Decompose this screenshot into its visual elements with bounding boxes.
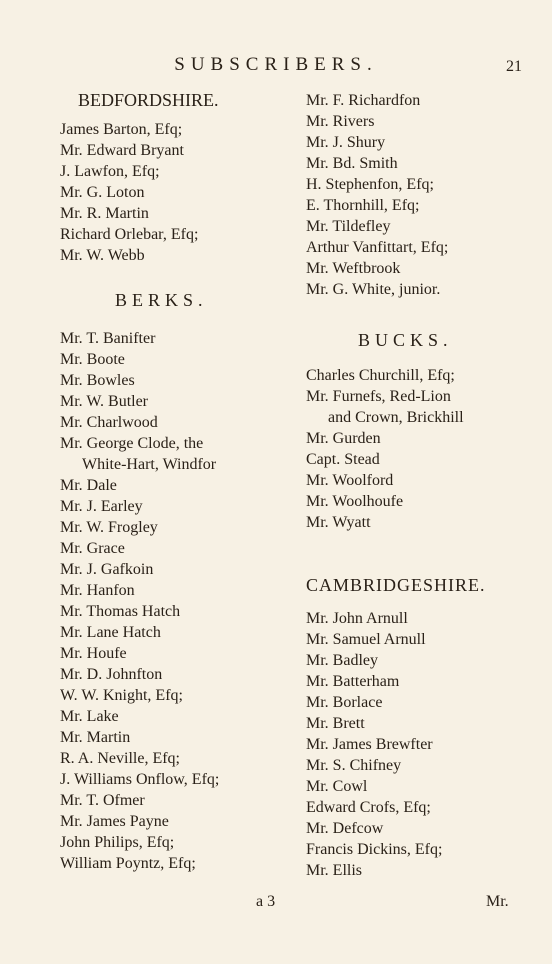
subscriber-entry: Mr. T. Ofmer bbox=[60, 792, 145, 809]
subscriber-entry: Mr. S. Chifney bbox=[306, 757, 402, 774]
subscriber-entry: Mr. Hanfon bbox=[60, 582, 135, 599]
subscriber-entry: Mr. W. Butler bbox=[60, 393, 149, 410]
subscriber-entry: Mr. Brett bbox=[306, 715, 365, 732]
subscriber-entry: Mr. Gurden bbox=[306, 430, 381, 447]
section-title-bedfordshire: BEDFORDSHIRE. bbox=[78, 90, 219, 110]
subscriber-entry: H. Stephenfon, Efq; bbox=[306, 176, 434, 193]
section-title-cambridgeshire: CAMBRIDGESHIRE. bbox=[306, 575, 486, 595]
subscriber-entry: Mr. James Brewfter bbox=[306, 736, 433, 753]
subscriber-entry: Mr. Charlwood bbox=[60, 414, 158, 431]
signature-mark: a 3 bbox=[256, 893, 276, 910]
subscriber-entry: Mr. G. White, junior. bbox=[306, 281, 441, 298]
subscriber-entry-continuation: White-Hart, Windfor bbox=[82, 456, 217, 473]
subscriber-entry-continuation: and Crown, Brickhill bbox=[328, 409, 464, 426]
subscriber-entry: Mr. George Clode, the bbox=[60, 435, 204, 452]
subscriber-entry: E. Thornhill, Efq; bbox=[306, 197, 420, 214]
subscriber-entry: Mr. Lake bbox=[60, 708, 119, 725]
subscriber-entry: Mr. Wyatt bbox=[306, 514, 371, 531]
section-title-berks: BERKS. bbox=[115, 290, 208, 310]
subscriber-entry: J. Williams Onflow, Efq; bbox=[60, 771, 220, 788]
subscriber-entry: Mr. Borlace bbox=[306, 694, 383, 711]
subscriber-entry: Mr. John Arnull bbox=[306, 610, 408, 627]
subscriber-entry: John Philips, Efq; bbox=[60, 834, 175, 851]
subscriber-entry: William Poyntz, Efq; bbox=[60, 855, 196, 872]
subscriber-entry: Mr. Boote bbox=[60, 351, 125, 368]
subscriber-entry: Mr. J. Shury bbox=[306, 134, 386, 151]
subscriber-entry: Mr. Bowles bbox=[60, 372, 135, 389]
subscriber-entry: Mr. Rivers bbox=[306, 113, 375, 130]
subscriber-entry: Mr. Edward Bryant bbox=[60, 142, 184, 159]
subscriber-entry: Mr. Batterham bbox=[306, 673, 400, 690]
subscriber-entry: Mr. W. Webb bbox=[60, 247, 145, 264]
subscriber-entry: R. A. Neville, Efq; bbox=[60, 750, 180, 767]
subscriber-entry: Mr. Martin bbox=[60, 729, 131, 746]
subscriber-entry: Mr. Badley bbox=[306, 652, 378, 669]
subscriber-entry: Mr. R. Martin bbox=[60, 205, 149, 222]
subscriber-entry: Mr. Defcow bbox=[306, 820, 384, 837]
subscriber-entry: Mr. W. Frogley bbox=[60, 519, 158, 536]
section-title-bucks: BUCKS. bbox=[358, 330, 453, 350]
subscriber-entry: Mr. Dale bbox=[60, 477, 117, 494]
running-head: SUBSCRIBERS. bbox=[174, 54, 378, 75]
subscriber-entry: Arthur Vanfittart, Efq; bbox=[306, 239, 449, 256]
subscriber-entry: Mr. Weftbrook bbox=[306, 260, 401, 277]
subscriber-entry: Mr. Thomas Hatch bbox=[60, 603, 181, 620]
subscriber-entry: Mr. Grace bbox=[60, 540, 125, 557]
subscriber-entry: Mr. Houfe bbox=[60, 645, 127, 662]
subscriber-entry: James Barton, Efq; bbox=[60, 121, 183, 138]
subscriber-entry: Mr. F. Richardfon bbox=[306, 92, 421, 109]
subscriber-entry: Mr. Bd. Smith bbox=[306, 155, 398, 172]
subscriber-entry: Mr. J. Gafkoin bbox=[60, 561, 154, 578]
subscriber-entry: Capt. Stead bbox=[306, 451, 380, 468]
subscriber-entry: W. W. Knight, Efq; bbox=[60, 687, 183, 704]
subscriber-entry: Mr. Woolford bbox=[306, 472, 394, 489]
subscriber-entry: Richard Orlebar, Efq; bbox=[60, 226, 199, 243]
subscriber-entry: J. Lawfon, Efq; bbox=[60, 163, 160, 180]
subscriber-entry: Mr. Lane Hatch bbox=[60, 624, 161, 641]
subscriber-entry: Edward Crofs, Efq; bbox=[306, 799, 431, 816]
catchword: Mr. bbox=[486, 893, 509, 910]
subscriber-entry: Mr. G. Loton bbox=[60, 184, 145, 201]
subscriber-entry: Mr. J. Earley bbox=[60, 498, 143, 515]
subscriber-entry: Mr. James Payne bbox=[60, 813, 169, 830]
subscriber-entry: Mr. Cowl bbox=[306, 778, 368, 795]
subscriber-entry: Mr. Woolhoufe bbox=[306, 493, 404, 510]
subscriber-entry: Mr. D. Johnfton bbox=[60, 666, 163, 683]
subscriber-entry: Mr. Furnefs, Red-Lion bbox=[306, 388, 451, 405]
subscriber-entry: Mr. Ellis bbox=[306, 862, 363, 879]
subscriber-entry: Mr. Samuel Arnull bbox=[306, 631, 426, 648]
subscriber-entry: Charles Churchill, Efq; bbox=[306, 367, 455, 384]
subscriber-entry: Mr. Tildefley bbox=[306, 218, 391, 235]
subscriber-entry: Francis Dickins, Efq; bbox=[306, 841, 443, 858]
page-number: 21 bbox=[506, 58, 522, 75]
subscriber-entry: Mr. T. Banifter bbox=[60, 330, 156, 347]
